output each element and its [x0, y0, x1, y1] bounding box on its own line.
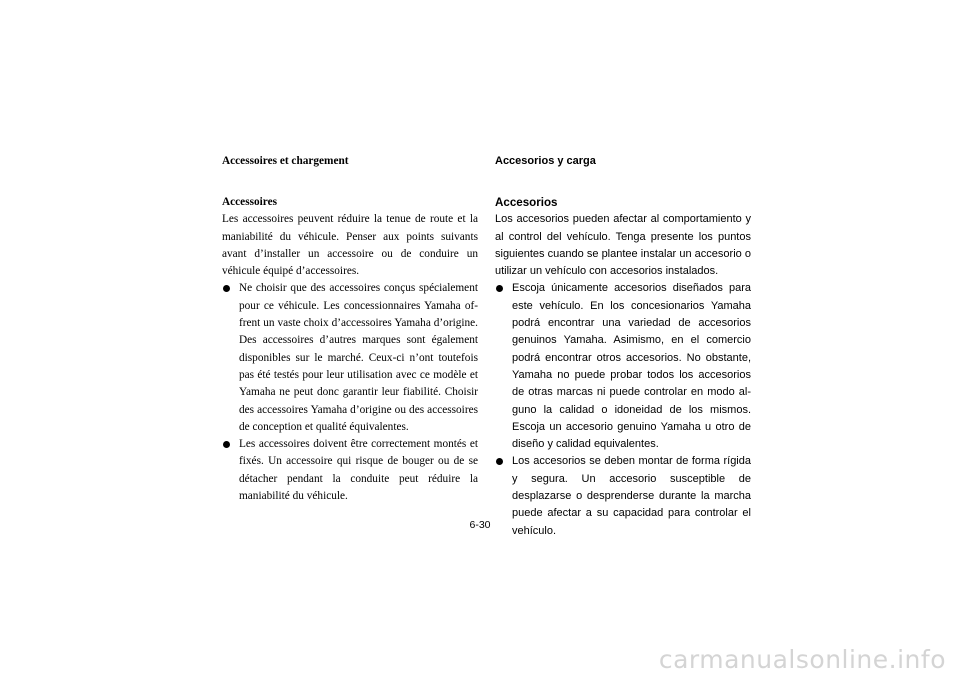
- intro-paragraph-french: Les accessoires peuvent réduire la tenue de route et la maniabilité du véhicule. Penser aux points suivants avant d’installer un accessoire ou de conduire un véhicule équipé d’accessoires.: [222, 213, 478, 278]
- bullet-list-french: [222, 280, 478, 505]
- bullet-item-french-2: [222, 436, 478, 505]
- spanish-column: [495, 153, 751, 540]
- subsection-title-spanish: Accesorios: [495, 196, 558, 209]
- bullet-dot-icon: [496, 285, 503, 292]
- bullet-dot-icon: [496, 458, 503, 465]
- intro-paragraph-spanish: Los accesorios pueden afectar al comportamiento y al control del vehículo. Tenga presente los puntos siguientes cuando se plantee instalar un accesorio o utilizar un vehículo con accesorios instalados.: [495, 213, 751, 278]
- bullet-item-spanish-1: [495, 280, 751, 453]
- french-column: [222, 153, 478, 505]
- subsection-title-french: Accessoires: [222, 196, 278, 208]
- section-title-french: Accessoires et chargement: [222, 155, 349, 167]
- bullet-text-french-1: Ne choisir que des accessoires conçus spécialement pour ce véhicule. Les concessionnaires Yamaha offrent un vaste choix d’accessoires Yamaha d’origine. Des accessoires d’autres marques sont également disponibles sur le marché. Ceux-ci n’ont toutefois pas été testés pour leur utilisation avec ce modèle et Yamaha ne peut donc garantir leur fiabilité. Choisir des accessoires Yamaha d’origine ou des accessoires de conception et qualité équivalentes.: [239, 282, 478, 433]
- page-number: 6-30: [469, 519, 491, 531]
- section-title-spanish: Accesorios y carga: [495, 155, 596, 167]
- bullet-text-spanish-2: Los accesorios se deben montar de forma rígida y segura. Un accesorio susceptible de desplazarse o desprenderse durante la marcha puede afectar a su capacidad para controlar el vehículo.: [512, 455, 751, 537]
- watermark: carmanualsonline.info: [658, 645, 946, 674]
- bullet-item-spanish-2: [495, 453, 751, 539]
- bullet-list-spanish: [495, 280, 751, 539]
- bullet-item-french-1: [222, 280, 478, 436]
- bullet-text-spanish-1: Escoja únicamente accesorios diseñados para este vehículo. En los concesionarios Yamaha podrá encontrar una variedad de accesorios genuinos Yamaha. Asimismo, en el comercio podrá encontrar otros accesorios. No obstante, Yamaha no puede probar todos los accesorios de otras marcas ni puede controlar en modo alguno la calidad o idoneidad de los mismos. Escoja un accesorio genuino Yamaha u otro de diseño y calidad equivalentes.: [512, 282, 751, 451]
- bullet-dot-icon: [223, 441, 230, 448]
- bullet-dot-icon: [223, 285, 230, 292]
- bullet-text-french-2: Les accessoires doivent être correctement montés et fixés. Un accessoire qui risque de bouger ou de se détacher pendant la conduite peut réduire la maniabilité du véhicule.: [239, 438, 478, 503]
